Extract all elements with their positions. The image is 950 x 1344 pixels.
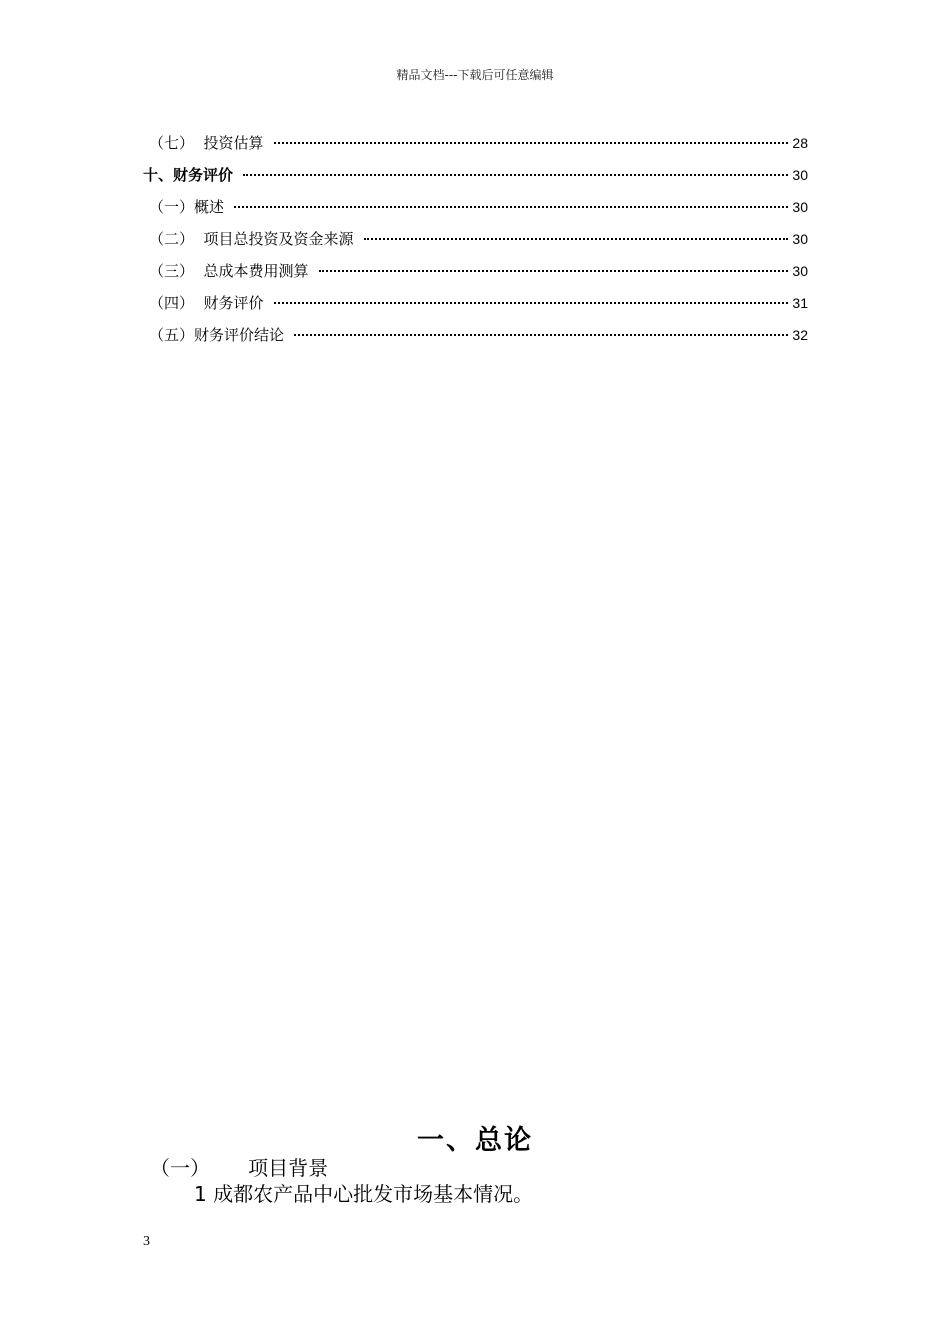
page-header: 精品文档---下载后可任意编辑 bbox=[396, 68, 554, 82]
toc-leader-dots bbox=[274, 142, 789, 144]
toc-leader-dots bbox=[274, 302, 789, 304]
toc-entry[interactable] bbox=[143, 325, 808, 357]
toc-entry-label: （七） 投资估算 bbox=[149, 134, 264, 152]
page-number: 3 bbox=[143, 1234, 150, 1249]
toc-entry[interactable] bbox=[143, 261, 808, 293]
toc-entry-page: 32 bbox=[792, 327, 808, 343]
toc-leader-dots bbox=[294, 334, 788, 336]
toc-leader-dots bbox=[319, 270, 789, 272]
toc-entry-page: 30 bbox=[792, 231, 808, 247]
chapter-heading: 一、总论 bbox=[417, 1125, 533, 1156]
table-of-contents bbox=[143, 133, 808, 357]
toc-entry-page: 30 bbox=[792, 167, 808, 183]
toc-entry-label: （三） 总成本费用测算 bbox=[149, 262, 309, 280]
toc-entry-label: 十、财务评价 bbox=[143, 166, 234, 184]
toc-entry-label: （五）财务评价结论 bbox=[149, 326, 285, 344]
toc-leader-dots bbox=[364, 238, 789, 240]
toc-leader-dots bbox=[243, 174, 788, 176]
toc-entry-page: 30 bbox=[792, 263, 808, 279]
toc-entry[interactable] bbox=[143, 293, 808, 325]
toc-entry[interactable] bbox=[143, 197, 808, 229]
toc-entry[interactable] bbox=[143, 133, 808, 165]
toc-entry[interactable] bbox=[143, 229, 808, 261]
toc-entry-page: 30 bbox=[792, 199, 808, 215]
body-paragraph: 1 成都农产品中心批发市场基本情况。 bbox=[194, 1182, 534, 1206]
toc-leader-dots bbox=[234, 206, 788, 208]
toc-entry-page: 28 bbox=[792, 135, 808, 151]
toc-entry-label: （二） 项目总投资及资金来源 bbox=[149, 230, 354, 248]
toc-entry[interactable] bbox=[143, 165, 808, 197]
section-heading: （一） 项目背景 bbox=[150, 1156, 329, 1180]
toc-entry-label: （四） 财务评价 bbox=[149, 294, 264, 312]
toc-entry-page: 31 bbox=[792, 295, 808, 311]
toc-entry-label: （一）概述 bbox=[149, 198, 225, 216]
